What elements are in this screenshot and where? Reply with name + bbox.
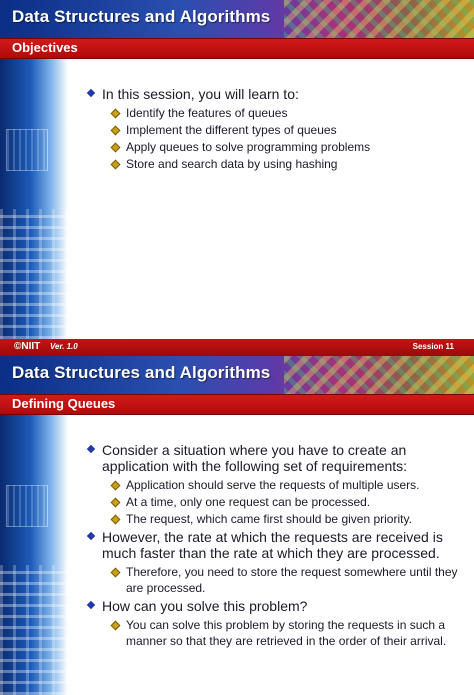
sub-bullet-text: At a time, only one request can be processed. xyxy=(126,495,371,509)
list-item xyxy=(102,494,458,510)
circuit-chip-graphic xyxy=(6,485,48,527)
sub-bullet-text: Implement the different types of queues xyxy=(126,123,337,137)
sub-bullet-list xyxy=(102,617,458,649)
bullet-text: Consider a situation where you have to create an application with the following set of requirements: xyxy=(102,442,408,474)
gold-diamond-icon xyxy=(111,621,121,631)
gold-diamond-icon xyxy=(111,143,121,153)
bullet-text: However, the rate at which the requests are received is much faster than the rate at which they are processed. xyxy=(102,529,443,561)
list-item xyxy=(88,529,458,596)
niit-logo: ©NIIT xyxy=(14,341,41,352)
banner-decoration xyxy=(284,0,474,38)
banner-decoration xyxy=(284,356,474,394)
diamond-bullet-icon xyxy=(87,532,95,540)
sub-bullet-text: You can solve this problem by storing the requests in such a manner so that they are retrieved in the order of their arrival. xyxy=(126,618,447,648)
gold-diamond-icon xyxy=(111,481,121,491)
session-label: Session 11 xyxy=(412,342,454,351)
circuit-chip-graphic xyxy=(6,129,48,171)
side-decoration xyxy=(0,415,68,695)
sub-bullet-text: The request, which came first should be given priority. xyxy=(126,512,412,526)
sub-bullet-text: Therefore, you need to store the request somewhere until they are processed. xyxy=(126,565,458,595)
section-bar xyxy=(0,394,474,415)
list-item xyxy=(88,86,458,172)
section-title: Defining Queues xyxy=(12,396,116,411)
sub-bullet-list xyxy=(102,564,458,596)
section-title: Objectives xyxy=(12,40,78,55)
gold-diamond-icon xyxy=(111,568,121,578)
list-item xyxy=(102,477,458,493)
banner-title: Data Structures and Algorithms xyxy=(12,363,271,382)
sub-bullet-text: Store and search data by using hashing xyxy=(126,157,338,171)
sub-bullet-text: Identify the features of queues xyxy=(126,106,288,120)
list-item xyxy=(102,564,458,596)
diamond-bullet-icon xyxy=(87,89,95,97)
keyboard-graphic xyxy=(0,565,68,695)
list-item xyxy=(102,156,458,172)
sub-bullet-list xyxy=(102,477,458,527)
diamond-bullet-icon xyxy=(87,445,95,453)
banner-title: Data Structures and Algorithms xyxy=(12,7,271,26)
slide-defining-queues xyxy=(0,356,474,648)
side-decoration xyxy=(0,59,68,339)
bullet-list xyxy=(88,442,458,651)
bullet-text: How can you solve this problem? xyxy=(102,598,308,614)
diamond-bullet-icon xyxy=(87,601,95,609)
list-item xyxy=(102,122,458,138)
gold-diamond-icon xyxy=(111,515,121,525)
gold-diamond-icon xyxy=(111,126,121,136)
sub-bullet-text: Application should serve the requests of multiple users. xyxy=(126,478,420,492)
list-item xyxy=(88,598,458,649)
gold-diamond-icon xyxy=(111,109,121,119)
bullet-text: In this session, you will learn to: xyxy=(102,86,299,102)
list-item xyxy=(88,442,458,527)
list-item xyxy=(102,105,458,121)
list-item xyxy=(102,139,458,155)
version-label: Ver. 1.0 xyxy=(50,342,78,351)
section-bar xyxy=(0,38,474,59)
bullet-list xyxy=(88,86,458,174)
slide-banner xyxy=(0,0,474,38)
gold-diamond-icon xyxy=(111,160,121,170)
slide-footer xyxy=(0,339,474,356)
sub-bullet-list xyxy=(102,105,458,172)
slide-banner xyxy=(0,356,474,394)
gold-diamond-icon xyxy=(111,498,121,508)
list-item xyxy=(102,511,458,527)
list-item xyxy=(102,617,458,649)
sub-bullet-text: Apply queues to solve programming problems xyxy=(126,140,371,154)
keyboard-graphic xyxy=(0,209,68,339)
